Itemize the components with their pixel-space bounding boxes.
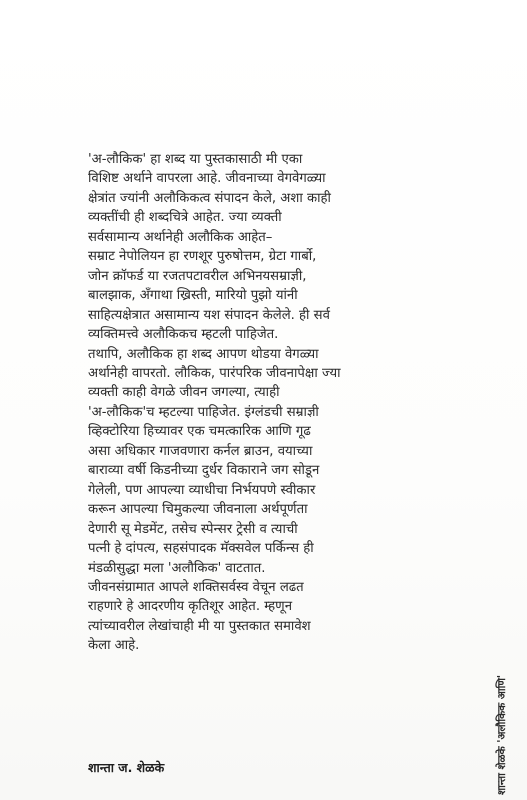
text-line: साहित्यक्षेत्रात असामान्य यश संपादन केलेले. ही सर्व (88, 307, 330, 323)
text-line: सर्वसामान्य अर्थानेही अलौकिक आहेत– (88, 229, 273, 245)
text-line: जोन क्रॉफर्ड या रजतपटावरील अभिनयसम्राज्ञी, (88, 268, 307, 284)
spine-label (493, 652, 511, 795)
text-line: बाराव्या वर्षी किडनीच्या दुर्धर विकाराने जग सोडून (88, 463, 320, 479)
text-line: व्यक्तींची ही शब्दचित्रे आहेत. ज्या व्यक्ती (88, 210, 282, 226)
text-line: पत्नी हे दांपत्य, सहसंपादक मॅक्सवेल पर्किन्स ही (88, 541, 314, 557)
text-line: 'अ-लौकिक'च म्हटल्या पाहिजेत. इंग्लंडची सम्राज्ञी (88, 404, 319, 420)
text-line: त्यांच्यावरील लेखांचाही मी या पुस्तकात समावेश (88, 618, 311, 634)
preface-text (88, 150, 480, 656)
text-line: बालझाक, अँगाथा ख्रिस्ती, मारियो पुझो यांनी (88, 288, 298, 304)
text-line: सम्राट नेपोलियन हा रणशूर पुरुषोत्तम, ग्रेटा गार्बो, (88, 249, 317, 265)
text-line: गेलेली, पण आपल्या व्याधीचा निर्भयपणे स्वीकार (88, 482, 316, 498)
author-signature: शान्ता ज. शेळके (88, 760, 165, 775)
text-line: अर्थानेही वापरतो. लौकिक, पारंपरिक जीवनापेक्षा ज्या (88, 365, 341, 381)
text-line: 'अ-लौकिक' हा शब्द या पुस्तकासाठी मी एका (88, 152, 303, 167)
text-line: व्यक्ती काही वेगळे जीवन जगल्या, त्याही (88, 385, 280, 401)
text-line: असा अधिकार गाजवणारा कर्नल ब्राउन, वयाच्या (88, 443, 313, 459)
text-line: व्हिक्टोरिया हिच्यावर एक चमत्कारिक आणि गूढ (88, 424, 311, 440)
text-line: विशिष्ट अर्थाने वापरला आहे. जीवनाच्या वेगवेगळ्या (88, 171, 326, 187)
text-line: व्यक्तिमत्त्वे अलौकिकच म्हटली पाहिजेत. (88, 327, 279, 343)
spine-text: शान्ता शेळके 'अलौकिक आणि' (496, 674, 508, 795)
text-line: केला आहे. (88, 638, 140, 654)
text-line: देणारी सू मेडमेंट, तसेच स्पेन्सर ट्रेसी व त्याची (88, 521, 298, 537)
text-line: क्षेत्रांत ज्यांनी अलौकिकत्व संपादन केले, अशा काही (88, 190, 331, 206)
text-line: मंडळीसुद्धा मला 'अलौकिक' वाटतात. (88, 560, 266, 576)
text-line: करून आपल्या चिमुकल्या जीवनाला अर्थपूर्णता (88, 502, 308, 518)
text-line: जीवनसंग्रामात आपले शक्तिसर्वस्व वेचून लढत (88, 579, 304, 595)
text-line: तथापि, अलौकिक हा शब्द आपण थोडया वेगळ्या (88, 346, 319, 362)
text-line: राहणारे हे आदरणीय कृतिशूर आहेत. म्हणून (88, 599, 293, 615)
